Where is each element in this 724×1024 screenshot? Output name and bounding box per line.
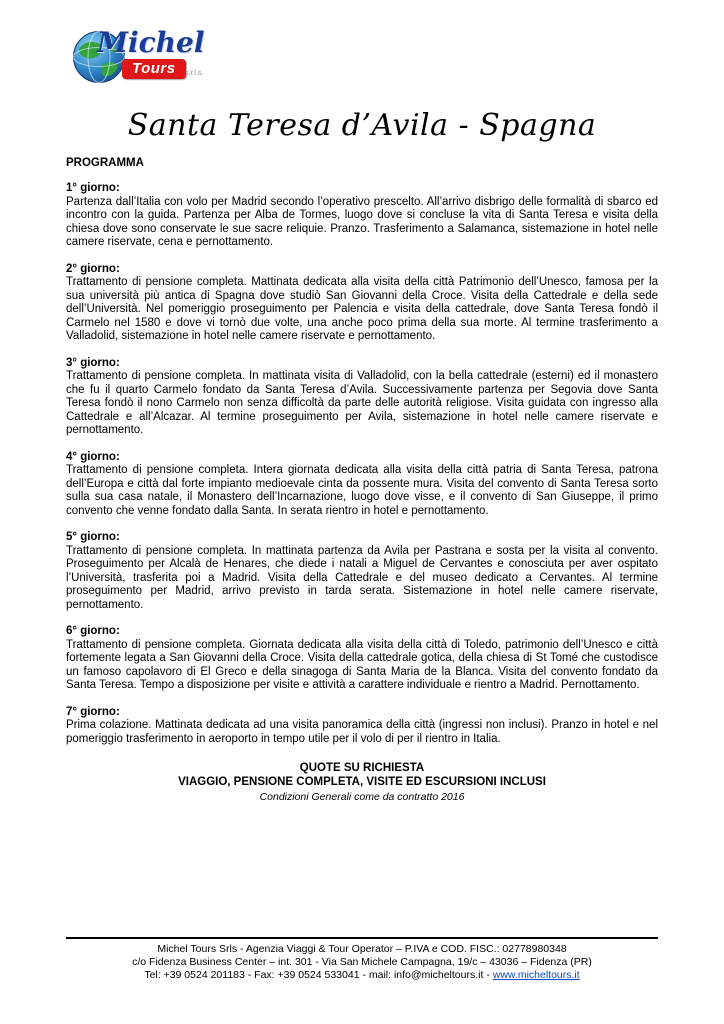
day-heading: 4° giorno: — [66, 450, 120, 463]
quote-line-1: QUOTE SU RICHIESTA — [299, 762, 425, 774]
logo-wordmark: Michel — [97, 26, 205, 59]
quote-line-2: VIAGGIO, PENSIONE COMPLETA, VISITE ED ESCURSIONI INCLUSI — [178, 776, 546, 788]
day-text: Trattamento di pensione completa. Giornata dedicata alla visita della città di Toledo, patrimonio dell’Unesco e città fortemente legata a San Giovanni della Croce. Visita della cattedrale gotica, della chiesa di St Tomé che custodisce un famoso capolavoro di El Greco e della sinagoga di Santa Maria de la Blanca. Visita del convento fondato da Santa Teresa. Tempo a disposizione per visite e attività a carattere individuale e rientro a Madrid. Pernottamento. — [66, 638, 658, 691]
footer-address-line: c/o Fidenza Business Center – int. 301 - Via San Michele Campagna, 19/c – 43036 – Fidenza (PR) — [132, 956, 592, 968]
footer-contact-text: Tel: +39 0524 201183 - Fax: +39 0524 533041 - mail: info@micheltours.it - — [144, 969, 493, 981]
logo-tours-badge: Tours — [122, 59, 186, 79]
programma-heading: PROGRAMMA — [66, 157, 144, 169]
day-section-7 — [66, 706, 658, 747]
document-title: Santa Teresa d’Avila - Spagna — [127, 108, 597, 143]
day-heading: 2° giorno: — [66, 262, 120, 275]
day-text: Trattamento di pensione completa. In mattinata visita di Valladolid, con la bella cattedrale (esterni) ed il monastero che fu il quarto Carmelo fondato da Santa Teresa d’Avila. Successivamente partenza per Segovia dove Santa Teresa fondò il nono Carmelo non senza difficoltà da parte delle autorità religiose. Visita guidata con ingresso alla Cattedrale e all’Alcazar. Al termine proseguimento per Avila, sistemazione in hotel nelle camere riservate e pernottamento. — [66, 370, 658, 436]
day-heading: 3° giorno: — [66, 356, 120, 369]
footer-company-line: Michel Tours Srls - Agenzia Viaggi & Tour Operator – P.IVA e COD. FISC.: 02778980348 — [157, 943, 567, 955]
website-link[interactable]: www.micheltours.it — [492, 969, 580, 981]
day-text: Trattamento di pensione completa. Mattinata dedicata alla visita della città Patrimonio dell’Unesco, famosa per la sua università più antica di Spagna dove studiò San Giovanni della Croce. Visita della Cattedrale e della sede dell’Università. Nel pomeriggio proseguimento per Palencia e visita della cattedrale, dove Santa Teresa fondò il Carmelo nel 1580 e dove vi tornò due volte, una anche poco prima della sua morte. Al termine trasferimento a Valladolid, sistemazione in hotel nelle camere riservate e pernottamento. — [66, 276, 658, 342]
day-section-1 — [66, 182, 658, 250]
day-heading: 1° giorno: — [66, 182, 120, 194]
day-text: Prima colazione. Mattinata dedicata ad una visita panoramica della città (ingressi non inclusi). Pranzo in hotel e nel pomeriggio trasferimento in aeroporto in tempo utile per il volo di per il rientro in Italia. — [66, 719, 658, 745]
day-section-6 — [66, 625, 658, 693]
day-section-4 — [66, 451, 658, 519]
logo-company-suffix: s.r.l.s. — [185, 70, 204, 77]
day-text: Trattamento di pensione completa. Intera giornata dedicata alla visita della città patria di Santa Teresa, patrona dell’Europa e città dal forte impianto medioevale cinta da possente mura. Visita del convento di Santa Teresa sorto sulla sua casa natale, il Monastero dell’Incarnazione, luogo dove visse, e il convento di San Giuseppe, il primo convento che venne fondato dalla Santa. In serata rientro in hotel e pernottamento. — [66, 464, 658, 517]
day-section-2 — [66, 263, 658, 344]
footer-divider — [66, 937, 658, 939]
michel-tours-logo — [72, 28, 242, 88]
day-heading: 5° giorno: — [66, 531, 120, 543]
day-text: Trattamento di pensione completa. In mattinata partenza da Avila per Pastrana e sosta per la visita al convento. Proseguimento per Alcalà de Henares, che diede i natali a Miguel de Cervantes e conosciuta per aver ospitato l’Università, trasferita poi a Madrid. Visita della Cattedrale e del museo dedicato a Cervantes. Al termine proseguimento per Madrid, arrivo previsto in tarda serata. Sistemazione in hotel nelle camere riservate, pernottamento. — [66, 544, 658, 611]
itinerary-section — [66, 182, 658, 759]
quote-block — [66, 761, 658, 804]
day-heading: 7° giorno: — [66, 705, 120, 718]
day-section-5 — [66, 531, 658, 612]
quote-conditions: Condizioni Generali come da contratto 2016 — [259, 791, 465, 803]
day-text: Partenza dall’Italia con volo per Madrid secondo l’operativo prescelto. All’arrivo disbrigo delle formalità di sbarco ed incontro con la guida. Partenza per Alba de Tormes, luogo dove si concluse la vita di Santa Teresa e visita della chiesa dove sono conservate le sue sacre reliquie. Pranzo. Trasferimento a Salamanca, sistemazione in hotel nelle camere riservate, cena e pernottamento. — [66, 195, 658, 248]
page-footer — [66, 937, 658, 1024]
day-heading: 6° giorno: — [66, 625, 120, 637]
footer-contact-line — [66, 969, 658, 982]
day-section-3 — [66, 357, 658, 438]
